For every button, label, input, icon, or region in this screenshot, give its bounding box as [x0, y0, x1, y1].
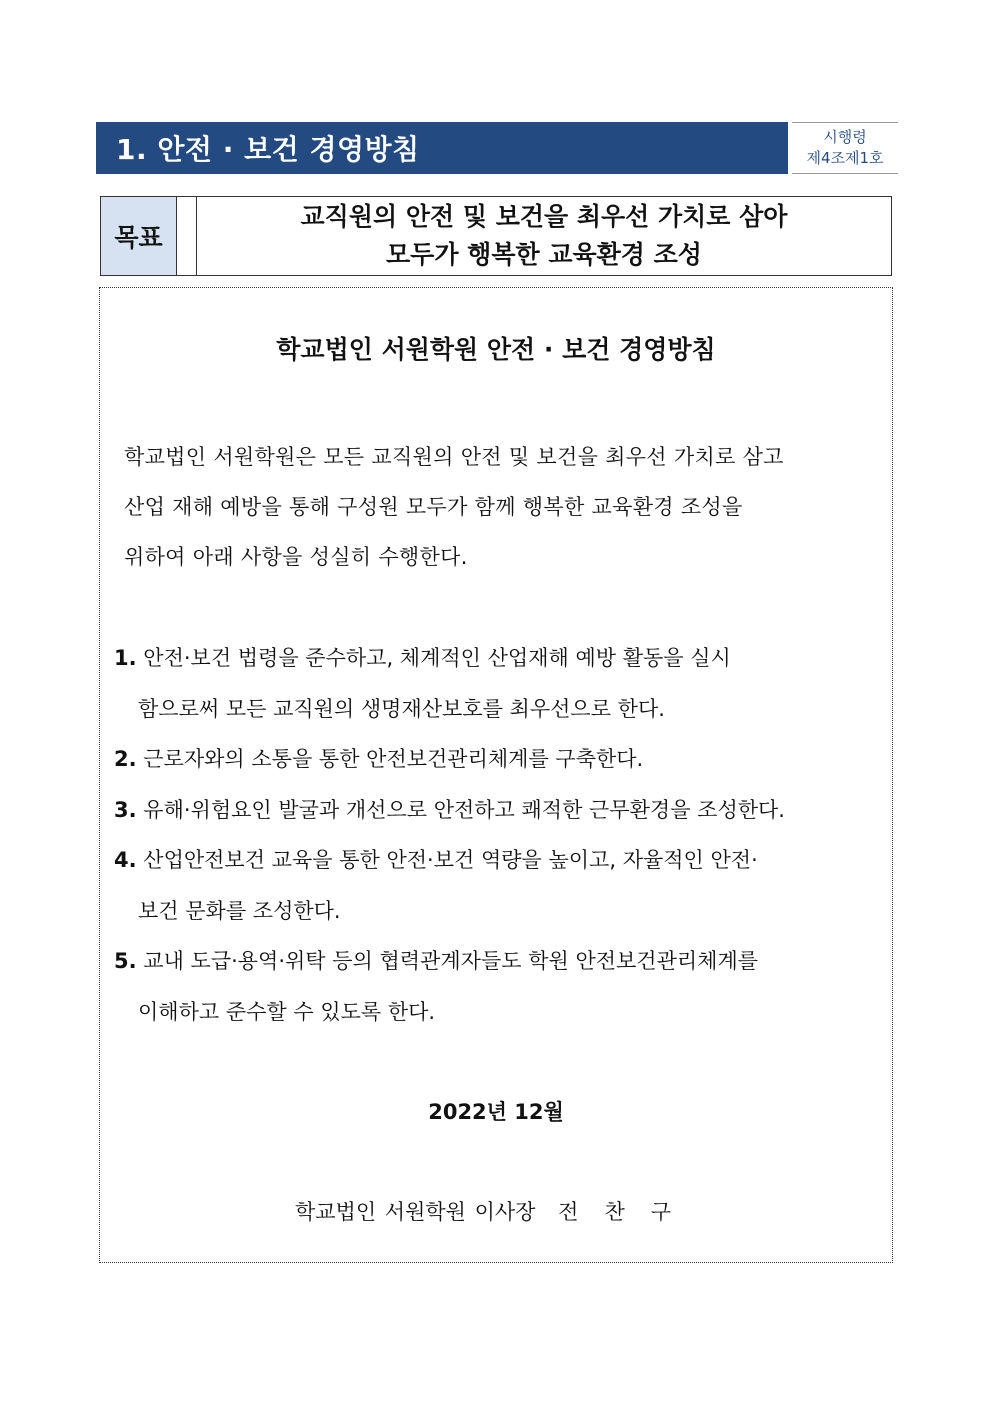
- signature-line: [100, 1196, 892, 1226]
- item-text-continued: 이해하고 준수할 수 있도록 한다.: [138, 999, 436, 1024]
- item-number: 3.: [114, 797, 137, 822]
- policy-item-3: [114, 785, 890, 836]
- policy-intro: [124, 432, 889, 582]
- signer-title: 학교법인 서원학원 이사장: [294, 1200, 536, 1224]
- intro-line-1: 학교법인 서원학원은 모든 교직원의 안전 및 보건을 최우선 가치로 삼고: [124, 445, 784, 469]
- reference-line-1: 시행령: [823, 128, 867, 146]
- policy-statement-box: [99, 287, 893, 1263]
- reference-line-2: 제4조제1호: [806, 149, 884, 167]
- goal-line-1: 교직원의 안전 및 보건을 최우선 가치로 삼아: [300, 202, 788, 231]
- policy-title: 학교법인 서원학원 안전 · 보건 경영방침: [276, 335, 716, 364]
- issue-date: 2022년 12월: [428, 1100, 564, 1124]
- item-number: 2.: [114, 747, 137, 771]
- policy-items: [114, 633, 890, 1037]
- policy-item-2: [114, 734, 890, 785]
- item-text-continued: 함으로써 모든 교직원의 생명재산보호를 최우선으로 한다.: [138, 696, 665, 721]
- goal-spacer: [177, 197, 197, 275]
- item-text: 교내 도급·용역·위탁 등의 협력관계자들도 학원 안전보건관리체계를: [143, 949, 759, 973]
- legal-reference: [792, 122, 898, 174]
- item-text-continued: 보건 문화를 조성한다.: [138, 898, 341, 923]
- item-number: 5.: [114, 949, 137, 973]
- section-title-bar: [96, 122, 788, 174]
- goal-label: 목표: [101, 197, 177, 275]
- item-text: 산업안전보건 교육을 통한 안전·보건 역량을 높이고, 자율적인 안전·: [143, 848, 758, 872]
- signer-name: 전찬구: [558, 1200, 698, 1224]
- item-text: 유해·위험요인 발굴과 개선으로 안전하고 쾌적한 근무환경을 조성한다.: [143, 797, 785, 822]
- intro-line-2: 산업 재해 예방을 통해 구성원 모두가 함께 행복한 교육환경 조성을: [124, 495, 743, 519]
- policy-item-5: [114, 936, 890, 1037]
- item-text: 안전·보건 법령을 준수하고, 체계적인 산업재해 예방 활동을 실시: [143, 646, 731, 670]
- item-text: 근로자와의 소통을 통한 안전보건관리체계를 구축한다.: [143, 747, 644, 771]
- goal-line-2: 모두가 행복한 교육환경 조성: [386, 240, 702, 269]
- intro-line-3: 위하여 아래 사항을 성실히 수행한다.: [124, 545, 468, 569]
- policy-item-1: [114, 633, 890, 734]
- goal-text: [197, 197, 891, 275]
- item-number: 1.: [114, 646, 137, 670]
- item-number: 4.: [114, 848, 137, 872]
- section-title: 1. 안전 · 보건 경영방침: [116, 133, 420, 166]
- goal-table: [100, 196, 892, 276]
- policy-item-4: [114, 835, 890, 936]
